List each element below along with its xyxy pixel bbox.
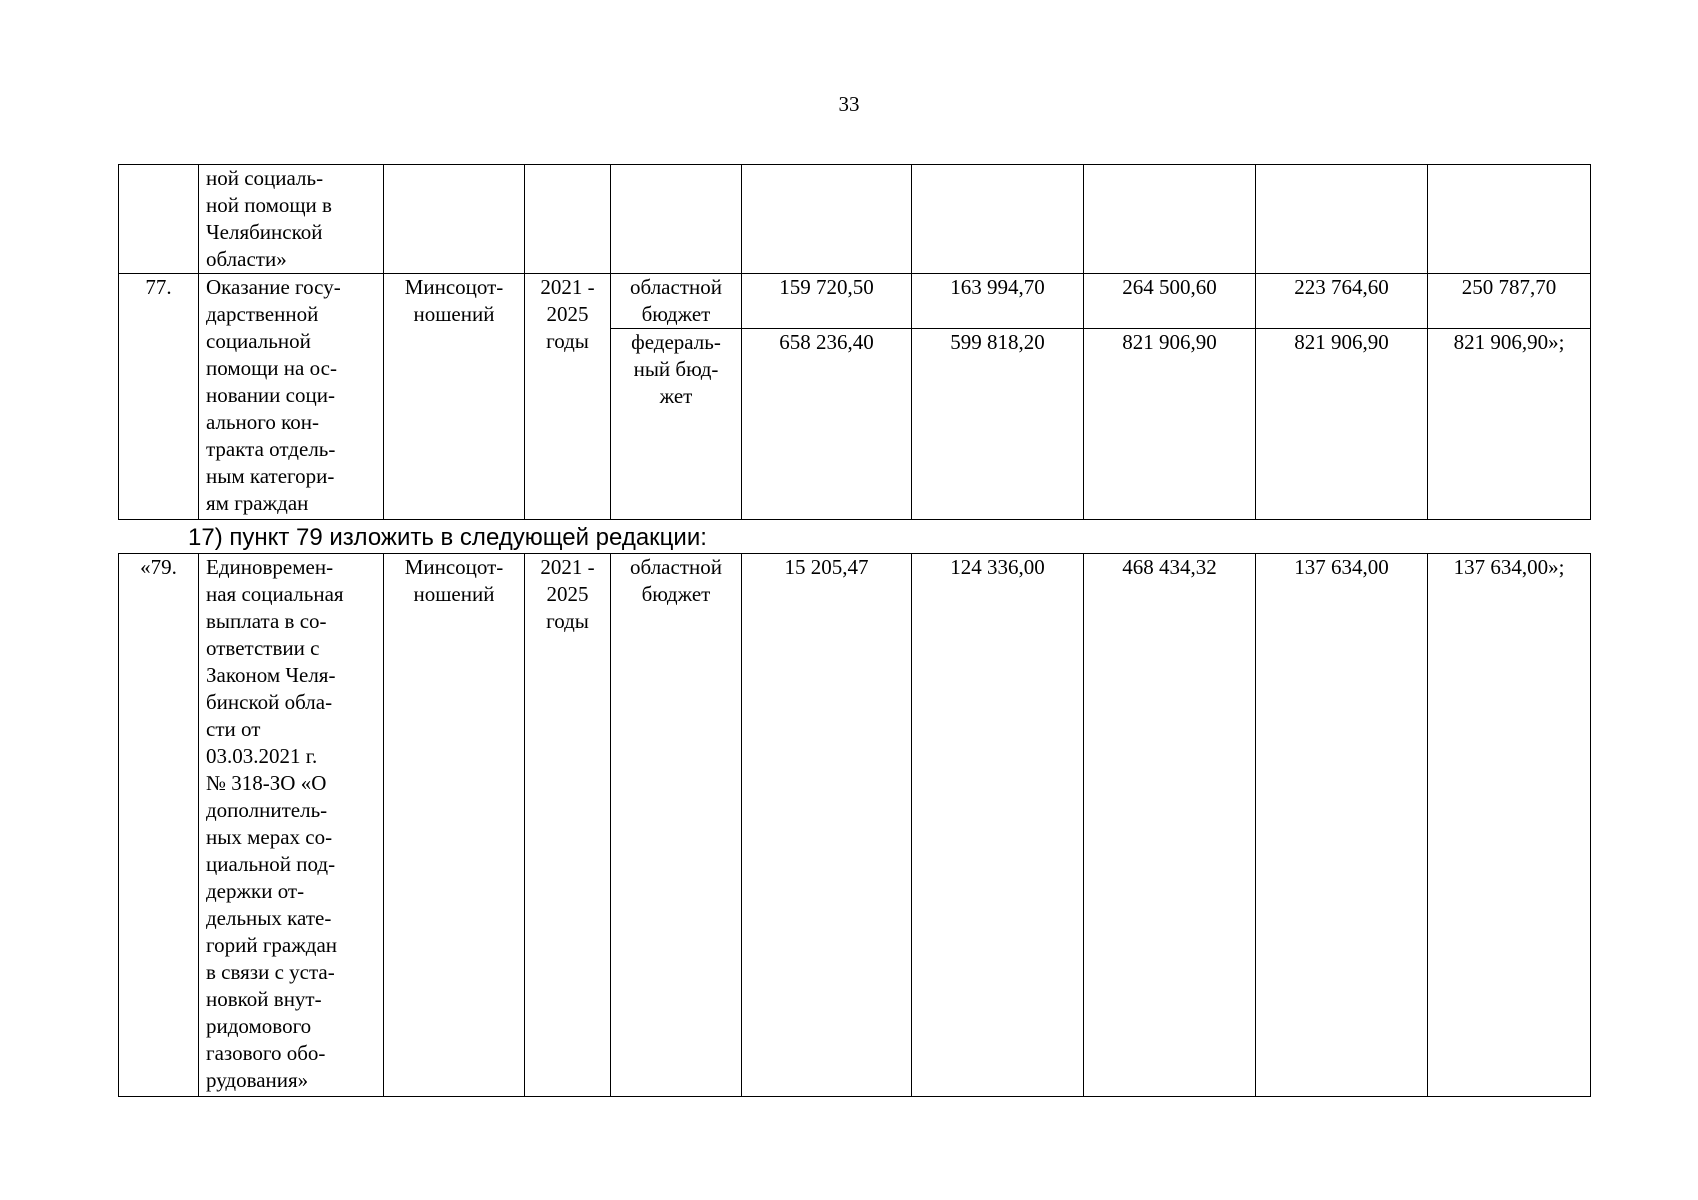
funding-source-cell <box>611 329 742 520</box>
event-name-line: ной социаль- <box>206 166 324 190</box>
event-name-line: новкой внут- <box>206 987 322 1011</box>
event-name-line: ных мерах со- <box>206 825 333 849</box>
table-row-continuation <box>119 165 1591 274</box>
event-name-line: новании соци- <box>206 383 335 407</box>
event-name-line: социальной <box>206 329 311 353</box>
event-name-line: горий граждан <box>206 933 338 957</box>
table-row-77-regional <box>119 274 1591 329</box>
table-row-79 <box>119 554 1591 1097</box>
period-line: 2021 - <box>540 275 595 299</box>
event-name-line: Оказание госу- <box>206 275 341 299</box>
amount-cell: 223 764,60 <box>1256 274 1428 329</box>
amount-cell: 15 205,47 <box>742 554 912 1097</box>
event-name-line: газового обо- <box>206 1041 326 1065</box>
event-name-line: Законом Челя- <box>206 663 336 687</box>
event-name-line: циальной под- <box>206 852 336 876</box>
amendment-instruction: 17) пункт 79 изложить в следующей редакции: <box>188 524 707 551</box>
amount-cell: 137 634,00 <box>1256 554 1428 1097</box>
amount-cell: 821 906,90»; <box>1428 329 1591 520</box>
page-number: 33 <box>838 92 860 116</box>
program-table-fragment <box>118 164 1591 520</box>
event-name-line: помощи на ос- <box>206 356 337 380</box>
event-name-line: бинской обла- <box>206 690 333 714</box>
executor-cell <box>384 274 525 520</box>
amount-cell: 250 787,70 <box>1428 274 1591 329</box>
funding-source-line: федераль- <box>631 330 721 354</box>
event-name-line: № 318-ЗО «О <box>206 771 327 795</box>
event-name-line: ной помощи в <box>206 193 332 217</box>
event-name-line: ридомового <box>206 1014 312 1038</box>
amount-cell: 137 634,00»; <box>1428 554 1591 1097</box>
period-cell <box>525 165 611 274</box>
period-line: 2025 <box>546 582 589 606</box>
amount-cell <box>1084 165 1256 274</box>
executor-line: ношений <box>413 582 495 606</box>
event-name-line: ная социальная <box>206 582 344 606</box>
amount-cell: 124 336,00 <box>912 554 1084 1097</box>
funding-source-cell <box>611 165 742 274</box>
funding-source-line: бюджет <box>641 302 711 326</box>
funding-source-cell <box>611 274 742 329</box>
event-name-line: держки от- <box>206 879 305 903</box>
funding-source-line: жет <box>659 384 693 408</box>
event-name-line: ответствии с <box>206 636 320 660</box>
event-name-line: Челябинской <box>206 220 323 244</box>
program-table-item-79 <box>118 553 1591 1097</box>
executor-line: Минсоцот- <box>404 275 504 299</box>
amount-cell: 159 720,50 <box>742 274 912 329</box>
amount-cell: 599 818,20 <box>912 329 1084 520</box>
period-line: 2021 - <box>540 555 595 579</box>
funding-source-line: ный бюд- <box>633 357 719 381</box>
amount-cell: 821 906,90 <box>1084 329 1256 520</box>
amount-cell: 821 906,90 <box>1256 329 1428 520</box>
amount-cell <box>1428 165 1591 274</box>
executor-line: ношений <box>413 302 495 326</box>
number-cell <box>119 165 199 274</box>
event-name-line: дополнитель- <box>206 798 328 822</box>
event-name-line: выплата в со- <box>206 609 327 633</box>
funding-source-line: областной <box>630 555 722 579</box>
funding-source-line: бюджет <box>641 582 711 606</box>
event-name-line: дельных кате- <box>206 906 332 930</box>
amount-cell <box>912 165 1084 274</box>
funding-source-line: областной <box>630 275 722 299</box>
amount-cell: 163 994,70 <box>912 274 1084 329</box>
event-name-line: 03.03.2021 г. <box>206 744 318 768</box>
amount-cell: 468 434,32 <box>1084 554 1256 1097</box>
amount-cell <box>1256 165 1428 274</box>
funding-source-cell <box>611 554 742 1097</box>
amount-cell <box>742 165 912 274</box>
event-name-line: области» <box>206 247 287 271</box>
number-cell: «79. <box>119 554 199 1097</box>
event-name-line: ального кон- <box>206 410 320 434</box>
executor-cell <box>384 165 525 274</box>
period-line: 2025 <box>546 302 589 326</box>
executor-line: Минсоцот- <box>404 555 504 579</box>
amount-cell: 658 236,40 <box>742 329 912 520</box>
period-cell <box>525 274 611 520</box>
event-name-line: в связи с уста- <box>206 960 335 984</box>
number-cell: 77. <box>119 274 199 520</box>
period-line: годы <box>546 609 589 633</box>
period-cell <box>525 554 611 1097</box>
event-name-line: ям граждан <box>206 491 309 515</box>
event-name-line: дарственной <box>206 302 319 326</box>
event-name-line: ным категори- <box>206 464 335 488</box>
amount-cell: 264 500,60 <box>1084 274 1256 329</box>
event-name-line: сти от <box>206 717 261 741</box>
period-line: годы <box>546 329 589 353</box>
event-name-cell <box>199 554 384 1097</box>
event-name-line: рудования» <box>206 1068 309 1092</box>
executor-cell <box>384 554 525 1097</box>
event-name-cell <box>199 165 384 274</box>
event-name-line: Единовремен- <box>206 555 334 579</box>
event-name-line: тракта отдель- <box>206 437 336 461</box>
event-name-cell <box>199 274 384 520</box>
